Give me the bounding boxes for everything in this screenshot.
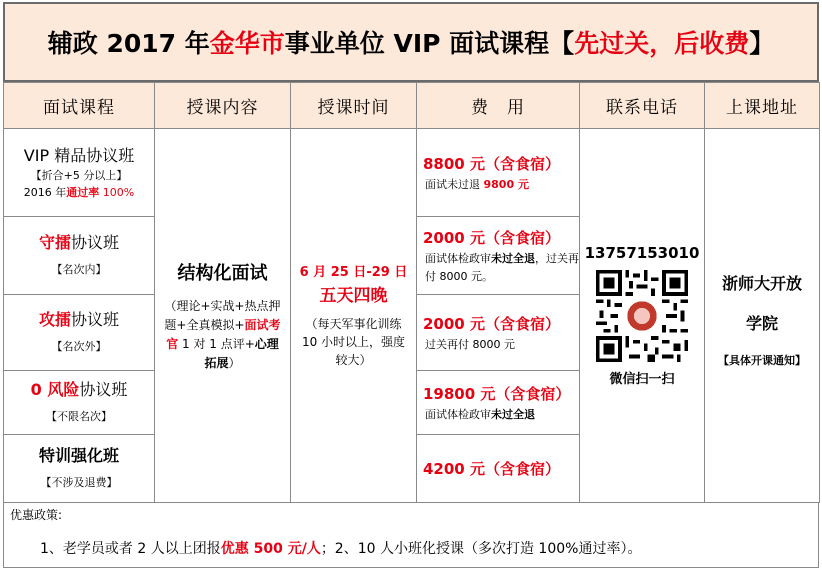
qr-code-icon xyxy=(596,270,688,362)
phone-number: 13757153010 xyxy=(584,244,700,262)
time-days: 五天四晚 xyxy=(319,285,388,306)
course-cell-zero-risk xyxy=(4,371,155,435)
address-line1: 浙师大开放 xyxy=(721,273,802,293)
course-table xyxy=(3,82,820,503)
contact-cell xyxy=(580,129,705,503)
fee-price: 2000 元（含食宿） xyxy=(423,228,560,247)
content-detail-red: 面试考官 xyxy=(166,317,281,351)
fee-note-bold: 未过全退 xyxy=(491,407,535,421)
course-name: 协议班 xyxy=(71,309,120,329)
course-note: 【不涉及退费】 xyxy=(40,475,118,489)
title-part1: 辅政 2017 年 xyxy=(47,29,210,58)
course-name: 协议班 xyxy=(71,232,120,252)
course-name: VIP 精品协议班 xyxy=(23,145,135,165)
time-dates: 6 月 25 日-29 日 xyxy=(299,264,408,280)
policy-discount: 优惠 500 元/人 xyxy=(220,541,321,557)
header-course: 面试课程 xyxy=(4,83,155,129)
policy-text-b: ；2、10 人小班化授课（多次打造 100%通过率）。 xyxy=(320,541,642,557)
header-time: 授课时间 xyxy=(291,83,417,129)
course-name: 协议班 xyxy=(79,379,128,399)
course-note: 【名次内】 xyxy=(51,262,107,276)
table-row xyxy=(4,129,820,217)
course-name-red: 0 风险 xyxy=(30,379,80,399)
content-cell xyxy=(155,129,291,503)
course-cell-attack xyxy=(4,295,155,371)
course-cell-defend xyxy=(4,217,155,295)
time-note: （每天军事化训练 10 小时以上，强度较大） xyxy=(301,316,406,367)
title-part2: 事业单位 VIP 面试课程【 xyxy=(284,29,575,58)
course-note: 【折合+5 分以上】 xyxy=(30,168,128,182)
title-part3: 】 xyxy=(749,29,775,58)
pass-rate-label: 通过率 xyxy=(66,185,100,199)
policy-label: 优惠政策: xyxy=(10,508,63,522)
pass-rate-value: 100% xyxy=(102,185,135,199)
header-fee: 费 用 xyxy=(417,83,580,129)
title-city: 金华市 xyxy=(209,29,285,58)
address-line2: 学院 xyxy=(745,313,778,333)
fee-price: 2000 元（含食宿） xyxy=(423,314,560,333)
fee-note: 面试体检政审 xyxy=(425,251,491,265)
fee-note-red: 9800 元 xyxy=(483,177,529,191)
table-header-row xyxy=(4,83,820,129)
fee-price: 19800 元（含食宿） xyxy=(423,384,571,403)
course-name: 特训强化班 xyxy=(38,445,119,465)
fee-note-post: ，过关再付 8000 元。 xyxy=(425,251,579,283)
wechat-scan-label: 微信扫一扫 xyxy=(609,372,675,387)
fee-price: 8800 元（含食宿） xyxy=(423,154,560,173)
fee-note-bold: 未过全退 xyxy=(491,251,535,265)
content-detail-a: （理论+实战+热点押题+全真模拟+ xyxy=(164,298,281,332)
course-name-red: 攻擂 xyxy=(38,309,71,329)
course-cell-vip xyxy=(4,129,155,217)
policy-text-a: 1、老学员或者 2 人以上团报 xyxy=(40,541,221,557)
address-cell xyxy=(705,129,820,503)
course-name-red: 守擂 xyxy=(38,232,71,252)
content-detail-c: ） xyxy=(228,355,241,370)
course-note: 【不限名次】 xyxy=(46,409,112,423)
address-note: 【具体开课通知】 xyxy=(718,353,806,367)
fee-cell xyxy=(417,435,580,503)
fee-cell xyxy=(417,371,580,435)
title-highlight: 先过关，后收费 xyxy=(574,29,750,58)
course-cell-intensive xyxy=(4,435,155,503)
course-note: 【名次外】 xyxy=(51,339,107,353)
header-content: 授课内容 xyxy=(155,83,291,129)
content-detail-bold: 心理拓展 xyxy=(204,336,279,370)
header-address: 上课地址 xyxy=(705,83,820,129)
course-year: 2016 年 xyxy=(23,185,67,199)
discount-policy xyxy=(3,502,819,568)
content-main: 结构化面试 xyxy=(177,262,268,284)
content-detail xyxy=(155,297,290,373)
header-phone: 联系电话 xyxy=(580,83,705,129)
page-title xyxy=(3,2,819,82)
policy-text xyxy=(40,538,641,558)
fee-cell xyxy=(417,295,580,371)
time-cell xyxy=(291,129,417,503)
fee-note: 过关再付 8000 元 xyxy=(425,337,515,351)
fee-note: 面试未过退 xyxy=(425,177,484,191)
content-detail-b: 1 对 1 点评+ xyxy=(178,336,255,351)
fee-cell xyxy=(417,129,580,217)
fee-cell xyxy=(417,217,580,295)
fee-note: 面试体检政审 xyxy=(425,407,491,421)
course-sheet xyxy=(3,2,819,570)
fee-price: 4200 元（含食宿） xyxy=(423,459,560,478)
